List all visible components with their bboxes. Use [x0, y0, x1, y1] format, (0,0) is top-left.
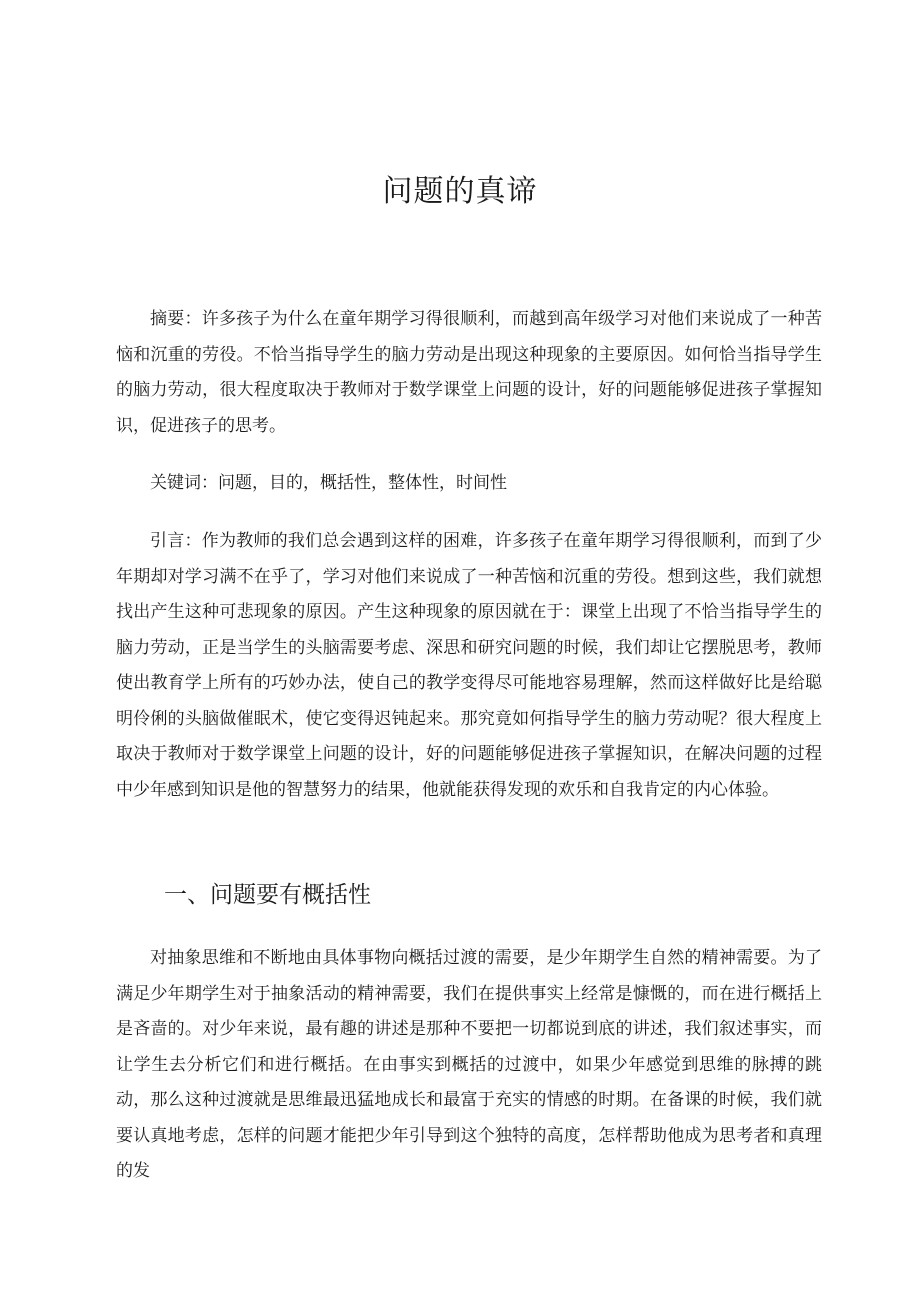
abstract-paragraph: 摘要：许多孩子为什么在童年期学习得很顺利，而越到高年级学习对他们来说成了一种苦恼和沉重的劳役。不恰当指导学生的脑力劳动是出现这种现象的主要原因。如何恰当指导学生的脑力劳动，很大程度取决于教师对于数学课堂上问题的设计，好的问题能够促进孩子掌握知识，促进孩子的思考。	[116, 309, 822, 436]
keywords-paragraph: 关键词：问题，目的，概括性，整体性，时间性	[150, 473, 507, 493]
section-body-paragraph: 对抽象思维和不断地由具体事物向概括过渡的需要，是少年期学生自然的精神需要。为了满足少年期学生对于抽象活动的精神需要，我们在提供事实上经常是慷慨的，而在进行概括上是吝啬的。对少年来说，最有趣的讲述是那种不要把一切都说到底的讲述，我们叙述事实，而让学生去分析它们和进行概括。在由事实到概括的过渡中，如果少年感觉到思维的脉搏的跳动，那么这种过渡就是思维最迅猛地成长和最富于充实的情感的时期。在备课的时候，我们就要认真地考虑，怎样的问题才能把少年引导到这个独特的高度，怎样帮助他成为思考者和真理的发	[116, 948, 822, 1181]
section-heading: 一、问题要有概括性	[164, 882, 371, 908]
introduction-paragraph: 引言：作为教师的我们总会遇到这样的困难，许多孩子在童年期学习得很顺利，而到了少年期却对学习满不在乎了，学习对他们来说成了一种苦恼和沉重的劳役。想到这些，我们就想找出产生这种可悲现象的原因。产生这种现象的原因就在于：课堂上出现了不恰当指导学生的脑力劳动，正是当学生的头脑需要考虑、深思和研究问题的时候，我们却让它摆脱思考，教师使出教育学上所有的巧妙办法，使自己的教学变得尽可能地容易理解，然而这样做好比是给聪明伶俐的头脑做催眠术，使它变得迟钝起来。那究竟如何指导学生的脑力劳动呢？很大程度上取决于教师对于数学课堂上问题的设计，好的问题能够促进孩子掌握知识，在解决问题的过程中少年感到知识是他的智慧努力的结果，他就能获得发现的欢乐和自我肯定的内心体验。	[116, 531, 822, 800]
document-title: 问题的真谛	[382, 174, 538, 209]
